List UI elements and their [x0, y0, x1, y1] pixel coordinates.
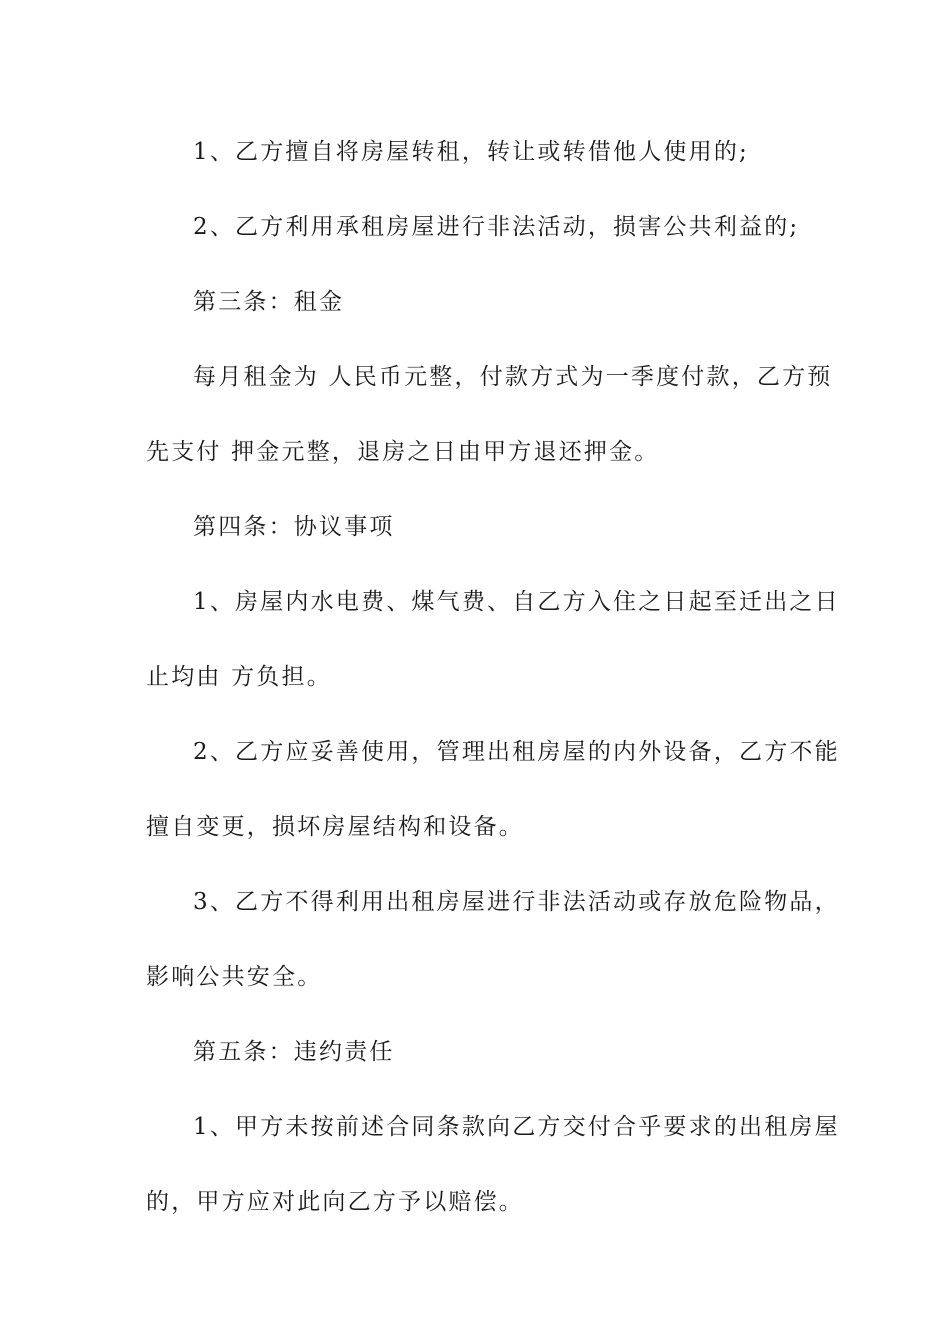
article-4-item-3-line-2: 影响公共安全。 — [146, 964, 323, 990]
article-4-item-2-line-1: 2、乙方应妥善使用，管理出租房屋的内外设备，乙方不能 — [193, 739, 840, 765]
article-4-item-3-line-1: 3、乙方不得利用出租房屋进行非法活动或存放危险物品， — [193, 889, 840, 915]
clause-2-item-2: 2、乙方利用承租房屋进行非法活动，损害公共利益的; — [193, 214, 800, 240]
clause-2-item-1: 1、乙方擅自将房屋转租，转让或转借他人使用的; — [193, 139, 749, 165]
article-5-heading: 第五条：违约责任 — [193, 1039, 395, 1065]
article-5-item-1-line-1: 1、甲方未按前述合同条款向乙方交付合乎要求的出租房屋 — [193, 1114, 840, 1140]
article-3-heading: 第三条：租金 — [193, 289, 345, 315]
article-4-item-1-line-1: 1、房屋内水电费、煤气费、自乙方入住之日起至迁出之日 — [193, 589, 840, 615]
article-4-heading: 第四条：协议事项 — [193, 514, 395, 540]
article-3-paragraph-line-2: 先支付 押金元整，退房之日由甲方退还押金。 — [146, 439, 660, 465]
article-4-item-2-line-2: 擅自变更，损坏房屋结构和设备。 — [146, 814, 524, 840]
article-4-item-1-line-2: 止均由 方负担。 — [146, 664, 332, 690]
article-3-paragraph-line-1: 每月租金为 人民币元整，付款方式为一季度付款，乙方预 — [193, 364, 833, 390]
article-5-item-1-line-2: 的，甲方应对此向乙方予以赔偿。 — [146, 1189, 524, 1215]
